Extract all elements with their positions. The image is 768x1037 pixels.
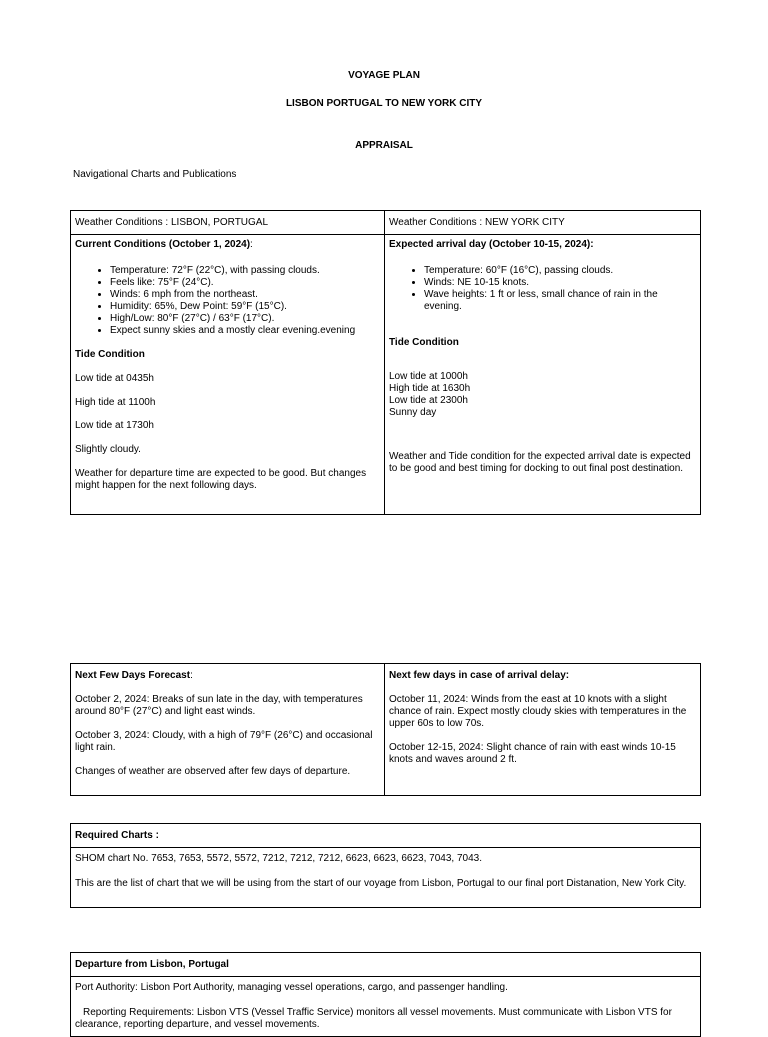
nyc-header: Weather Conditions : NEW YORK CITY bbox=[385, 211, 701, 235]
lisbon-conditions-cell: Current Conditions (October 1, 2024): • Temperature: 72°F (22°C), with passing clouds. • Feels like: 75°F (24°C). • Winds: 6 mph from the northeast. • Humidity: 65%, Dew Point: 59°F (15°C). • High/Low: 80°F (27°C) / 63°F (17°C). • Expect sunny skies and a mostly clear evening.evening Tide Condition Low tide at 0435h High tide at 1100h Low tide at 1730h Slightly cloudy. Weather for departure time are expected to be good. But changes might happen for the next following days. bbox=[71, 235, 385, 515]
required-charts-body bbox=[71, 848, 701, 908]
subheading: Navigational Charts and Publications bbox=[73, 169, 237, 180]
route-title: LISBON PORTUGAL TO NEW YORK CITY bbox=[285, 98, 483, 109]
required-charts-heading: Required Charts : bbox=[75, 829, 159, 841]
forecast-item: October 2, 2024: Breaks of sun late in the day, with temperatures around 80°F (27°C) and light east winds. bbox=[75, 694, 363, 717]
document-title: VOYAGE PLAN bbox=[348, 70, 420, 81]
nyc-tide-line: Low tide at 2300h bbox=[389, 395, 468, 406]
forecast-item: Changes of weather are observed after few days of departure. bbox=[75, 766, 351, 777]
list-item: • Winds: 6 mph from the northeast. bbox=[110, 289, 380, 301]
departure-heading-cell bbox=[71, 953, 701, 977]
list-item: • Winds: NE 10-15 knots. bbox=[424, 277, 696, 289]
lisbon-tide-heading: Tide Condition bbox=[75, 349, 145, 360]
list-item: • High/Low: 80°F (27°C) / 63°F (17°C). bbox=[110, 313, 380, 325]
nyc-conditions-list bbox=[389, 265, 696, 313]
list-item: • Wave heights: 1 ft or less, small chance of rain in the evening. bbox=[424, 289, 696, 313]
nyc-conditions-cell bbox=[385, 235, 701, 515]
lisbon-high-tide: High tide at 1100h bbox=[75, 397, 156, 408]
list-item: • Expect sunny skies and a mostly clear evening.evening bbox=[110, 325, 380, 337]
required-charts-table bbox=[70, 823, 701, 908]
forecast-cell: Next Few Days Forecast: October 2, 2024: Breaks of sun late in the day, with temperatures around 80°F (27°C) and light east winds. October 3, 2024: Cloudy, with a high of 79°F (26°C) and occasional light rain. Changes of weather are observed after few days of departure. bbox=[71, 664, 385, 796]
forecast-heading: Next Few Days Forecast bbox=[75, 670, 191, 681]
departure-heading: Departure from Lisbon, Portugal bbox=[75, 958, 229, 970]
nyc-tide-line: Sunny day bbox=[389, 407, 437, 418]
lisbon-header: Weather Conditions : LISBON, PORTUGAL bbox=[71, 211, 385, 235]
lisbon-sky: Slightly cloudy. bbox=[75, 444, 141, 455]
nyc-tide-line: Low tide at 1000h bbox=[389, 371, 468, 382]
port-authority: Port Authority: Lisbon Port Authority, managing vessel operations, cargo, and passenger handling. bbox=[75, 982, 508, 993]
lisbon-low-tide-1: Low tide at 0435h bbox=[75, 373, 154, 384]
reporting-requirements: Reporting Requirements: Lisbon VTS (Vessel Traffic Service) monitors all vessel movements. Must communicate with Lisbon VTS for clearance, reporting departure, and vessel movements. bbox=[75, 1007, 672, 1030]
arrival-delay-item: October 12-15, 2024: Slight chance of rain with east winds 10-15 knots and waves around 2 ft. bbox=[389, 742, 676, 765]
arrival-delay-cell bbox=[385, 664, 701, 796]
chart-note: This are the list of chart that we will be using from the start of our voyage from Lisbon, Portugal to our final port Distanation, New York City. bbox=[75, 878, 687, 889]
nyc-arrival-heading: Expected arrival day (October 10-15, 2024): bbox=[389, 239, 594, 250]
lisbon-conditions-list bbox=[75, 265, 380, 337]
departure-body bbox=[71, 977, 701, 1037]
list-item: • Humidity: 65%, Dew Point: 59°F (15°C). bbox=[110, 301, 380, 313]
section-title: APPRAISAL bbox=[355, 140, 413, 151]
arrival-delay-heading: Next few days in case of arrival delay: bbox=[389, 670, 570, 681]
list-item: • Feels like: 75°F (24°C). bbox=[110, 277, 380, 289]
arrival-delay-item: October 11, 2024: Winds from the east at 10 knots with a slight chance of rain. Expect mostly cloudy skies with temperatures in the upper 60s to low 70s. bbox=[389, 694, 687, 729]
required-charts-heading-cell bbox=[71, 824, 701, 848]
forecast-table bbox=[70, 663, 701, 796]
nyc-tide-heading: Tide Condition bbox=[389, 337, 459, 348]
list-item: • Temperature: 72°F (22°C), with passing clouds. bbox=[110, 265, 380, 277]
nyc-note: Weather and Tide condition for the expected arrival date is expected to be good and best timing for docking to out final post destination. bbox=[389, 451, 691, 474]
list-item: • Temperature: 60°F (16°C), passing clouds. bbox=[424, 265, 696, 277]
chart-list: SHOM chart No. 7653, 7653, 5572, 5572, 7212, 7212, 7212, 6623, 6623, 6623, 7043, 7043. bbox=[75, 853, 482, 864]
departure-table bbox=[70, 952, 701, 1037]
nyc-tide-line: High tide at 1630h bbox=[389, 383, 471, 394]
weather-table bbox=[70, 210, 701, 515]
lisbon-note: Weather for departure time are expected to be good. But changes might happen for the next following days. bbox=[75, 468, 367, 491]
lisbon-current-heading: Current Conditions (October 1, 2024) bbox=[75, 239, 251, 250]
forecast-item: October 3, 2024: Cloudy, with a high of 79°F (26°C) and occasional light rain. bbox=[75, 730, 373, 753]
lisbon-low-tide-2: Low tide at 1730h bbox=[75, 420, 154, 431]
